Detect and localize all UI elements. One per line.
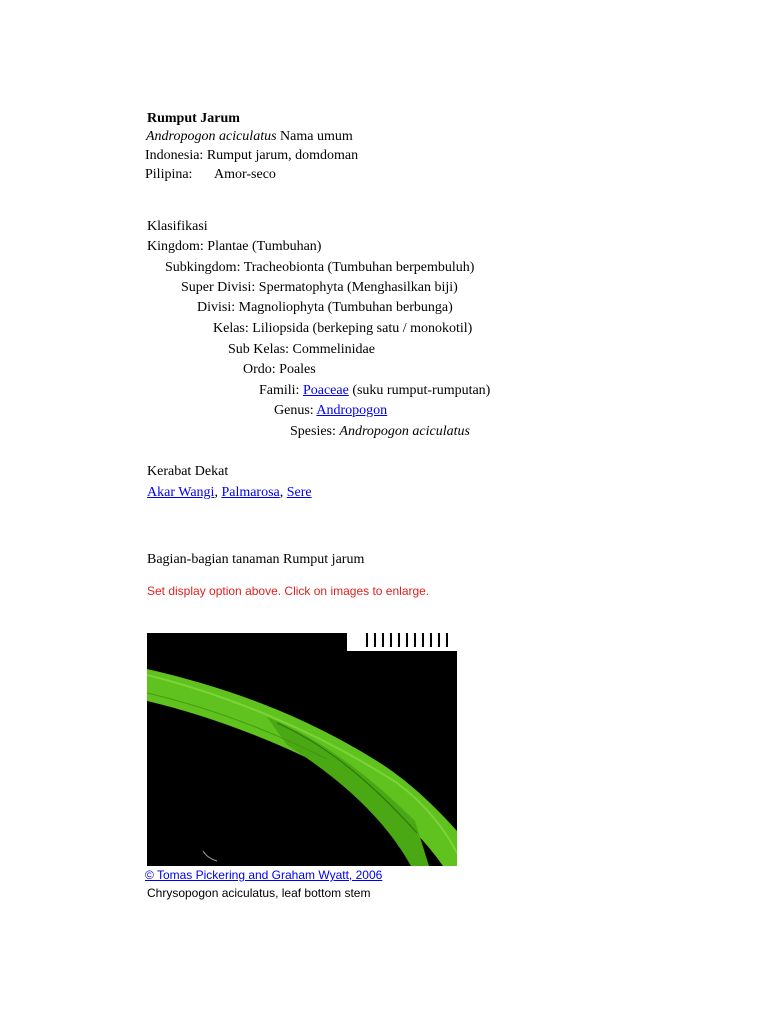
link-separator: , xyxy=(279,485,284,500)
famili-description: (suku rumput-rumputan) xyxy=(352,383,491,398)
leaf-photo[interactable] xyxy=(147,633,457,866)
related-heading: Kerabat Dekat xyxy=(147,464,229,479)
leaf-image xyxy=(147,633,457,866)
spesies-value: Andropogon aciculatus xyxy=(339,424,470,439)
kelas-line: Kelas: Liliopsida (berkeping satu / monokotil) xyxy=(213,321,473,336)
photo-credit-link[interactable]: © Tomas Pickering and Graham Wyatt, 2006 xyxy=(145,868,383,882)
genus-link[interactable]: Andropogon xyxy=(316,403,388,418)
subkelas-line: Sub Kelas: Commelinidae xyxy=(228,342,375,357)
indonesia-row xyxy=(145,147,358,165)
indonesia-label: Indonesia: xyxy=(145,148,204,163)
famili-label: Famili: xyxy=(259,383,300,398)
kingdom-line: Kingdom: Plantae (Tumbuhan) xyxy=(147,239,322,254)
indonesia-value: Rumput jarum, domdoman xyxy=(206,148,359,163)
related-link-akar-wangi[interactable]: Akar Wangi xyxy=(147,485,215,500)
genus-label: Genus: xyxy=(274,403,314,418)
classification-heading: Klasifikasi xyxy=(147,219,208,234)
link-separator: , xyxy=(214,485,218,500)
common-names-label: Nama umum xyxy=(280,129,353,144)
latin-name: Andropogon aciculatus xyxy=(146,129,277,144)
display-option-notice: Set display option above. Click on images to enlarge. xyxy=(147,584,430,598)
genus-line xyxy=(274,402,387,420)
famili-line xyxy=(259,382,490,400)
pilipina-label: Pilipina: xyxy=(145,167,193,182)
superdivisi-line: Super Divisi: Spermatophyta (Menghasilkan biji) xyxy=(181,280,458,295)
spesies-label: Spesies: xyxy=(290,424,336,439)
pilipina-value: Amor-seco xyxy=(214,167,276,182)
famili-link[interactable]: Poaceae xyxy=(302,383,349,398)
common-names-heading xyxy=(146,128,353,146)
related-link-sere[interactable]: Sere xyxy=(286,485,312,500)
pilipina-row xyxy=(145,166,192,184)
scale-ruler xyxy=(347,633,457,651)
spesies-line xyxy=(290,423,470,441)
related-link-palmarosa[interactable]: Palmarosa xyxy=(221,485,280,500)
related-links xyxy=(147,484,312,502)
photo-caption: Chrysopogon aciculatus, leaf bottom stem xyxy=(147,886,371,900)
page-title: Rumput Jarum xyxy=(147,111,240,126)
divisi-line: Divisi: Magnoliophyta (Tumbuhan berbunga) xyxy=(197,300,453,315)
subkingdom-line: Subkingdom: Tracheobionta (Tumbuhan berpembuluh) xyxy=(165,260,475,275)
parts-heading: Bagian-bagian tanaman Rumput jarum xyxy=(147,552,365,567)
ordo-line: Ordo: Poales xyxy=(243,362,316,377)
